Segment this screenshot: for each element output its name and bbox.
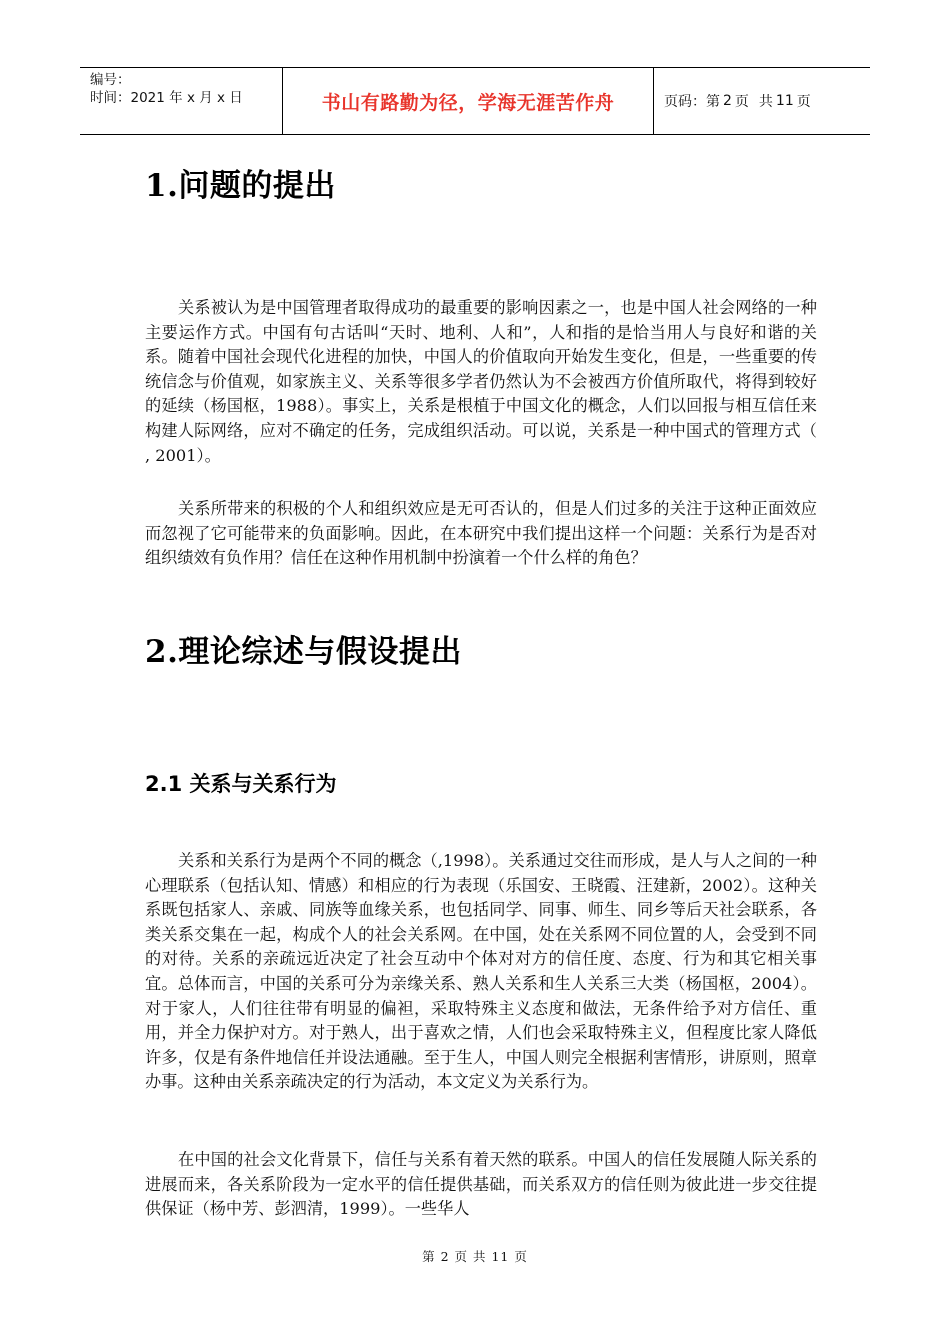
header-number-label: 编号：: [90, 72, 131, 88]
header-meta-cell: [80, 68, 282, 134]
section-1-title: 1.问题的提出: [145, 168, 336, 204]
section-2-1-paragraph-2: 在中国的社会文化背景下，信任与关系有着天然的联系。中国人的信任发展随人际关系的进展而来，各关系阶段为一定水平的信任提供基础，而关系双方的信任则为彼此进一步交往提供保证（杨中芳、彭泗清，1999）。一些华人: [145, 1150, 817, 1219]
section-1-paragraph-1: 关系被认为是中国管理者取得成功的最重要的影响因素之一，也是中国人社会网络的一种主要运作方式。中国有句古话叫“天时、地利、人和”，人和指的是恰当用人与良好和谐的关系。随着中国社会现代化进程的加快，中国人的价值取向开始发生变化，但是，一些重要的传统信念与价值观，如家族主义、关系等很多学者仍然认为不会被西方价值所取代，将得到较好的延续（杨国枢，1988）。事实上，关系是根植于中国文化的概念，人们以回报与相互信任来构建人际网络，应对不确定的任务，完成组织活动。可以说，关系是一种中国式的管理方式（ , 2001）。: [145, 298, 817, 465]
header-page-prefix: 页码：第: [664, 94, 720, 110]
header-page-cell: [654, 68, 870, 134]
page-footer: 第 2 页 共 11 页: [422, 1249, 528, 1264]
header-page-total-label: 共: [758, 94, 773, 110]
section-2-1-paragraph-1: 关系和关系行为是两个不同的概念（,1998）。关系通过交往而形成，是人与人之间的一种心理联系（包括认知、情感）和相应的行为表现（乐国安、王晓霞、汪建新，2002）。这种关系既包括家人、亲戚、同族等血缘关系，也包括同学、同事、师生、同乡等后天社会联系，各类关系交集在一起，构成个人的社会关系网。在中国，处在关系网不同位置的人，会受到不同的对待。关系的亲疏远近决定了社会互动中个体对对方的信任度、态度、行为和其它相关事宜。总体而言，中国的关系可分为亲缘关系、熟人关系和生人关系三大类（杨国枢，2004）。对于家人，人们往往带有明显的偏袒，采取特殊主义态度和做法，无条件给予对方信任、重用，并全力保护对方。对于熟人，出于喜欢之情，人们也会采取特殊主义，但程度比家人降低许多，仅是有条件地信任并设法通融。至于生人，中国人则完全根据利害情形，讲原则，照章办事。这种由关系亲疏决定的行为活动，本文定义为关系行为。: [145, 851, 817, 1092]
header-motto: 书山有路勤为径，学海无涯苦作舟: [321, 91, 615, 114]
section-2-1-title: 2.1 关系与关系行为: [145, 772, 337, 796]
header-time-label: 时间：2021 年 x 月 x 日: [90, 90, 243, 106]
header-page-mid: 页: [734, 94, 749, 110]
header-page-total: 11: [775, 93, 794, 109]
section-2-title: 2.理论综述与假设提出: [145, 634, 462, 670]
header-motto-cell: [282, 68, 654, 134]
section-1-paragraph-2: 关系所带来的积极的个人和组织效应是无可否认的，但是人们过多的关注于这种正面效应而忽视了它可能带来的负面影响。因此，在本研究中我们提出这样一个问题：关系行为是否对组织绩效有负作用？信任在这种作用机制中扮演着一个什么样的角色？: [145, 499, 817, 568]
header-page-current: 2: [723, 93, 732, 109]
page-header-table: [80, 67, 870, 135]
header-page-suffix: 页: [796, 94, 811, 110]
